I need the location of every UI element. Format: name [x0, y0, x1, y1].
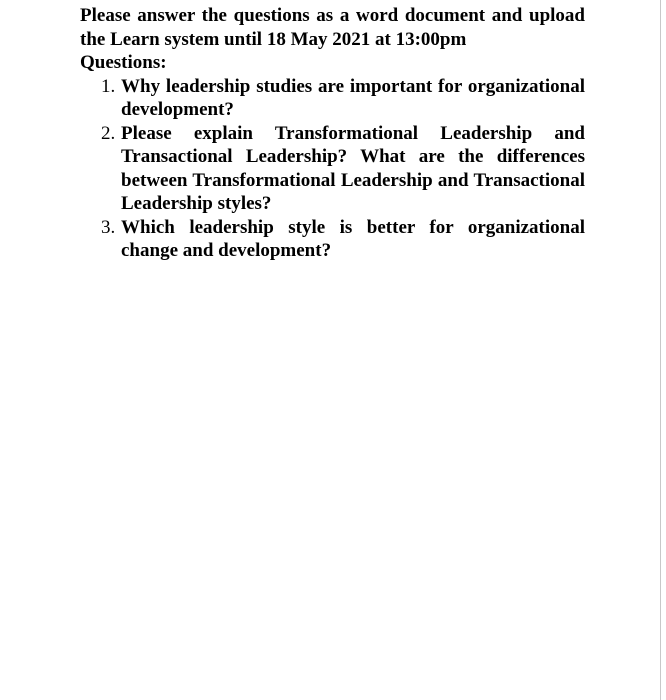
page-border: [660, 0, 661, 700]
instructions-paragraph: Please answer the questions as a word document and upload the Learn system until 18 May 2021 at 13:00pm: [80, 5, 585, 50]
questions-heading: Questions:: [80, 52, 167, 73]
question-item-1: [80, 75, 585, 122]
question-number: 3.: [101, 216, 116, 238]
question-text: Which leadership style is better for organizational change and development?: [121, 216, 585, 261]
document-body: [80, 4, 585, 263]
question-item-3: [80, 216, 585, 263]
question-number: 2.: [101, 122, 116, 144]
questions-list: [80, 75, 585, 263]
question-text: Why leadership studies are important for organizational development?: [121, 75, 585, 120]
question-number: 1.: [101, 75, 116, 97]
question-text: Please explain Transformational Leadership and Transactional Leadership? What are the differences between Transformational Leadership and Transactional Leadership styles?: [121, 122, 585, 214]
question-item-2: [80, 122, 585, 216]
